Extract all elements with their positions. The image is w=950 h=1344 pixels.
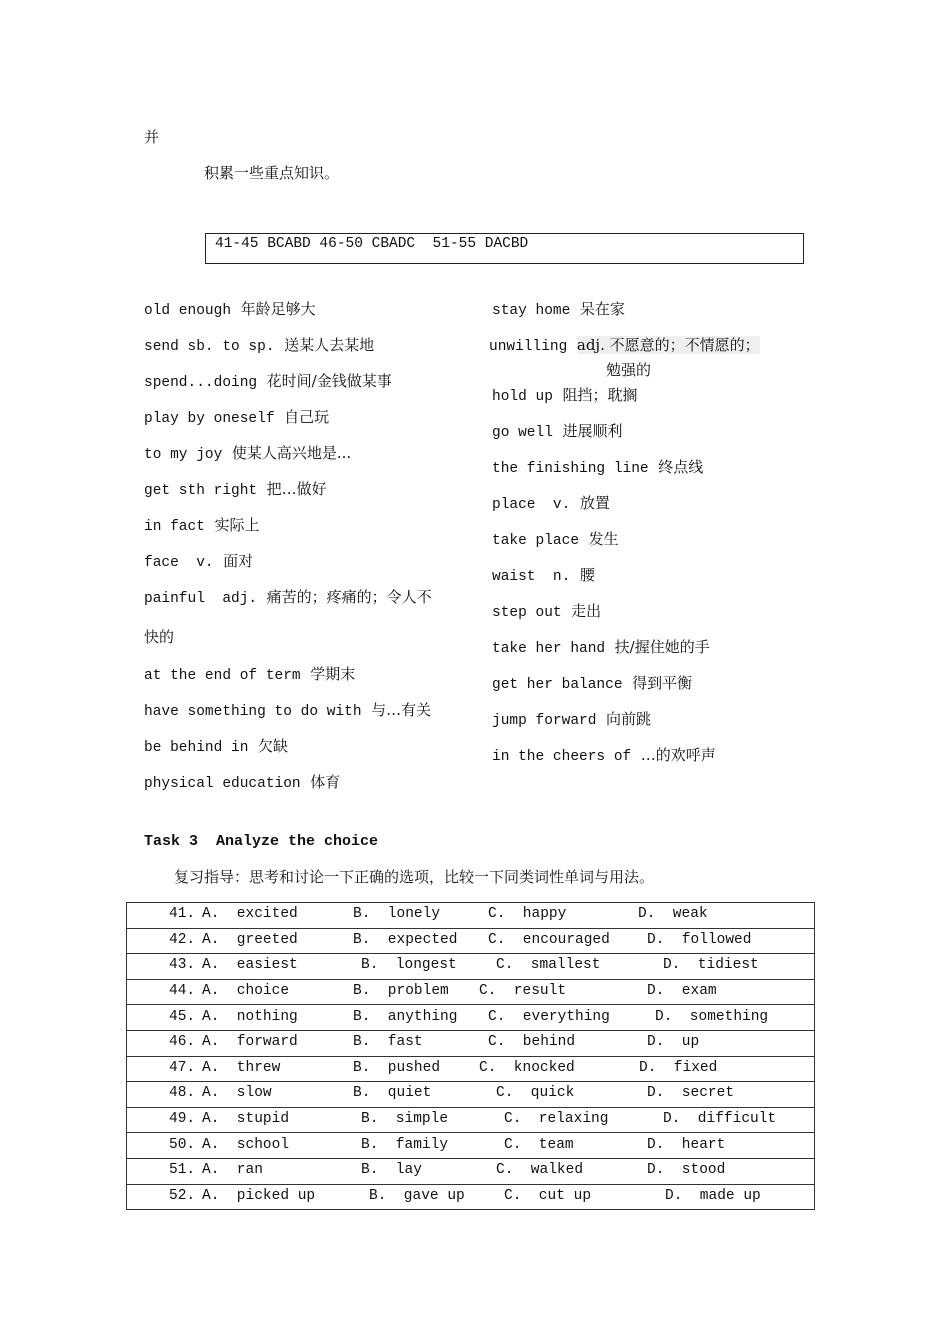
vocab-english: at the end of term xyxy=(144,668,301,684)
vocab-item xyxy=(606,361,651,381)
option-d: D. tidiest xyxy=(663,957,759,974)
vocab-item xyxy=(492,386,637,406)
choice-cell xyxy=(127,1082,815,1108)
vocab-item xyxy=(144,480,327,500)
vocab-english: get sth right xyxy=(144,483,258,499)
choice-row xyxy=(127,1082,815,1108)
vocab-english: be behind in xyxy=(144,740,249,756)
vocab-english: spend...doing xyxy=(144,375,258,391)
vocab-english: have something to do with xyxy=(144,704,362,720)
option-a: A. stupid xyxy=(202,1111,290,1128)
question-number: 48. xyxy=(169,1085,196,1102)
vocab-english: unwilling xyxy=(489,339,568,355)
option-c: C. cut up xyxy=(504,1187,592,1204)
vocab-english: in the cheers of xyxy=(492,749,632,765)
option-c: C. behind xyxy=(488,1034,576,1051)
vocab-chinese: 欠缺 xyxy=(257,737,288,755)
vocab-chinese: 与…有关 xyxy=(371,701,432,719)
vocab-chinese: …的欢呼声 xyxy=(640,746,716,764)
question-number: 52. xyxy=(169,1187,196,1204)
option-c: C. quick xyxy=(496,1085,575,1102)
choice-row xyxy=(127,979,815,1005)
option-b: B. gave up xyxy=(369,1187,465,1204)
vocab-item xyxy=(144,516,259,536)
option-a: A. greeted xyxy=(202,931,298,948)
vocab-item xyxy=(144,773,340,793)
vocab-chinese: 体育 xyxy=(310,773,341,791)
choice-row xyxy=(127,1056,815,1082)
vocab-item xyxy=(144,336,374,356)
vocab-chinese: 进展顺利 xyxy=(562,422,623,440)
vocab-chinese: 花时间/金钱做某事 xyxy=(266,372,392,390)
option-d: D. followed xyxy=(647,931,752,948)
vocab-english: take her hand xyxy=(492,641,606,657)
option-d: D. fixed xyxy=(639,1059,718,1076)
vocab-item xyxy=(144,300,316,320)
vocab-item xyxy=(144,372,392,392)
option-b: B. pushed xyxy=(353,1059,441,1076)
vocab-chinese: 快的 xyxy=(144,628,175,646)
vocab-item xyxy=(144,665,355,685)
option-b: B. lonely xyxy=(353,906,441,923)
option-b: B. lay xyxy=(361,1162,422,1179)
intro-line-2: 积累一些重点知识。 xyxy=(204,164,340,182)
vocab-item xyxy=(144,444,351,464)
option-c: C. knocked xyxy=(479,1059,575,1076)
option-b: B. longest xyxy=(361,957,457,974)
option-d: D. secret xyxy=(647,1085,735,1102)
question-number: 49. xyxy=(169,1111,196,1128)
option-d: D. made up xyxy=(665,1187,761,1204)
option-b: B. expected xyxy=(353,931,458,948)
answer-key-box xyxy=(205,233,804,264)
question-number: 50. xyxy=(169,1136,196,1153)
vocab-item xyxy=(489,336,760,356)
option-d: D. heart xyxy=(647,1136,726,1153)
option-b: B. simple xyxy=(361,1111,449,1128)
choice-row xyxy=(127,954,815,980)
vocab-item xyxy=(492,746,716,766)
choices-table xyxy=(126,902,815,1210)
vocab-item xyxy=(492,458,703,478)
vocab-english: face v. xyxy=(144,555,214,571)
vocab-english: old enough xyxy=(144,303,232,319)
option-b: B. fast xyxy=(353,1034,423,1051)
task-3-title: Task 3 Analyze the choice xyxy=(144,833,379,850)
choice-cell xyxy=(127,1158,815,1184)
choice-row xyxy=(127,1107,815,1133)
vocab-item xyxy=(492,602,601,622)
question-number: 45. xyxy=(169,1008,196,1025)
vocab-english: in fact xyxy=(144,519,205,535)
choice-row xyxy=(127,1005,815,1031)
vocab-chinese: 扶/握住她的手 xyxy=(614,638,710,656)
vocab-item xyxy=(144,408,329,428)
vocab-chinese: 勉强的 xyxy=(606,361,652,379)
question-number: 44. xyxy=(169,983,196,1000)
vocab-english: painful adj. xyxy=(144,591,258,607)
vocab-chinese: 送某人去某地 xyxy=(284,336,375,354)
option-a: A. school xyxy=(202,1136,290,1153)
vocab-chinese: 痛苦的；疼痛的；令人不 xyxy=(266,588,432,606)
choice-row xyxy=(127,1030,815,1056)
choice-cell xyxy=(127,979,815,1005)
vocab-english: hold up xyxy=(492,389,553,405)
question-number: 41. xyxy=(169,906,196,923)
vocab-english: get her balance xyxy=(492,677,623,693)
vocab-item xyxy=(492,710,651,730)
vocab-chinese: 实际上 xyxy=(214,516,260,534)
vocab-english: step out xyxy=(492,605,562,621)
vocab-chinese: 放置 xyxy=(579,494,610,512)
choice-cell xyxy=(127,928,815,954)
question-number: 46. xyxy=(169,1034,196,1051)
vocab-english: to my joy xyxy=(144,447,223,463)
vocab-english: stay home xyxy=(492,303,571,319)
vocab-english: send sb. to sp. xyxy=(144,339,275,355)
choice-cell xyxy=(127,903,815,929)
vocab-item xyxy=(492,674,692,694)
option-d: D. difficult xyxy=(663,1111,777,1128)
option-b: B. quiet xyxy=(353,1085,432,1102)
vocab-chinese: 终点线 xyxy=(658,458,704,476)
choice-cell xyxy=(127,1030,815,1056)
option-a: A. choice xyxy=(202,983,290,1000)
choice-row xyxy=(127,903,815,929)
choice-cell xyxy=(127,1107,815,1133)
option-c: C. result xyxy=(479,983,567,1000)
vocab-chinese: 把…做好 xyxy=(266,480,327,498)
choice-cell xyxy=(127,1133,815,1159)
vocab-item xyxy=(144,588,432,608)
vocab-english: go well xyxy=(492,425,553,441)
vocab-chinese: 走出 xyxy=(571,602,602,620)
question-number: 42. xyxy=(169,931,196,948)
option-b: B. problem xyxy=(353,983,449,1000)
choice-row xyxy=(127,1184,815,1210)
vocab-item xyxy=(492,494,610,514)
choice-cell xyxy=(127,1005,815,1031)
vocab-chinese: 使某人高兴地是... xyxy=(231,444,352,462)
task-3-guide: 复习指导：思考和讨论一下正确的选项，比较一下同类词性单词与用法。 xyxy=(174,868,655,886)
option-d: D. weak xyxy=(638,906,708,923)
choice-cell xyxy=(127,954,815,980)
question-number: 43. xyxy=(169,957,196,974)
option-a: A. nothing xyxy=(202,1008,298,1025)
option-a: A. excited xyxy=(202,906,298,923)
option-b: B. family xyxy=(361,1136,449,1153)
vocab-item xyxy=(144,552,253,572)
vocab-english: physical education xyxy=(144,776,301,792)
question-number: 47. xyxy=(169,1059,196,1076)
choice-row xyxy=(127,1133,815,1159)
vocab-english: place v. xyxy=(492,497,571,513)
choice-cell xyxy=(127,1056,815,1082)
option-c: C. team xyxy=(504,1136,574,1153)
choice-cell xyxy=(127,1184,815,1210)
vocab-english: take place xyxy=(492,533,580,549)
option-a: A. threw xyxy=(202,1059,281,1076)
choice-row xyxy=(127,1158,815,1184)
option-c: C. walked xyxy=(496,1162,584,1179)
option-d: D. exam xyxy=(647,983,717,1000)
option-d: D. stood xyxy=(647,1162,726,1179)
vocab-chinese: 年龄足够大 xyxy=(240,300,316,318)
intro-line-1: 并 xyxy=(144,128,160,146)
vocab-item xyxy=(492,300,625,320)
option-d: D. up xyxy=(647,1034,700,1051)
vocab-item xyxy=(144,701,431,721)
option-a: A. slow xyxy=(202,1085,272,1102)
option-a: A. forward xyxy=(202,1034,298,1051)
vocab-item xyxy=(492,638,710,658)
answer-key-text: 41-45 BCABD 46-50 CBADC 51-55 DACBD xyxy=(215,236,529,252)
vocab-english: waist n. xyxy=(492,569,571,585)
vocab-chinese: 发生 xyxy=(588,530,619,548)
option-b: B. anything xyxy=(353,1008,458,1025)
question-number: 51. xyxy=(169,1162,196,1179)
option-c: C. happy xyxy=(488,906,567,923)
vocab-item xyxy=(144,737,288,757)
vocab-chinese: 面对 xyxy=(223,552,254,570)
choice-row xyxy=(127,928,815,954)
vocab-english: play by oneself xyxy=(144,411,275,427)
vocab-item xyxy=(492,566,595,586)
vocab-chinese: adj. 不愿意的；不情愿的； xyxy=(576,336,760,354)
vocab-chinese: 学期末 xyxy=(310,665,356,683)
vocab-chinese: 得到平衡 xyxy=(632,674,693,692)
vocab-english: jump forward xyxy=(492,713,597,729)
vocab-chinese: 阻挡；耽搁 xyxy=(562,386,638,404)
option-c: C. everything xyxy=(488,1008,610,1025)
vocab-chinese: 向前跳 xyxy=(605,710,651,728)
vocab-chinese: 腰 xyxy=(579,566,595,584)
vocab-item xyxy=(492,530,619,550)
option-d: D. something xyxy=(655,1008,769,1025)
vocab-item xyxy=(144,628,174,648)
option-c: C. smallest xyxy=(496,957,601,974)
vocab-item xyxy=(492,422,622,442)
option-c: C. relaxing xyxy=(504,1111,609,1128)
vocab-chinese: 呆在家 xyxy=(579,300,625,318)
option-a: A. picked up xyxy=(202,1187,316,1204)
vocab-chinese: 自己玩 xyxy=(284,408,330,426)
vocab-english: the finishing line xyxy=(492,461,649,477)
option-a: A. ran xyxy=(202,1162,263,1179)
option-c: C. encouraged xyxy=(488,931,610,948)
option-a: A. easiest xyxy=(202,957,298,974)
